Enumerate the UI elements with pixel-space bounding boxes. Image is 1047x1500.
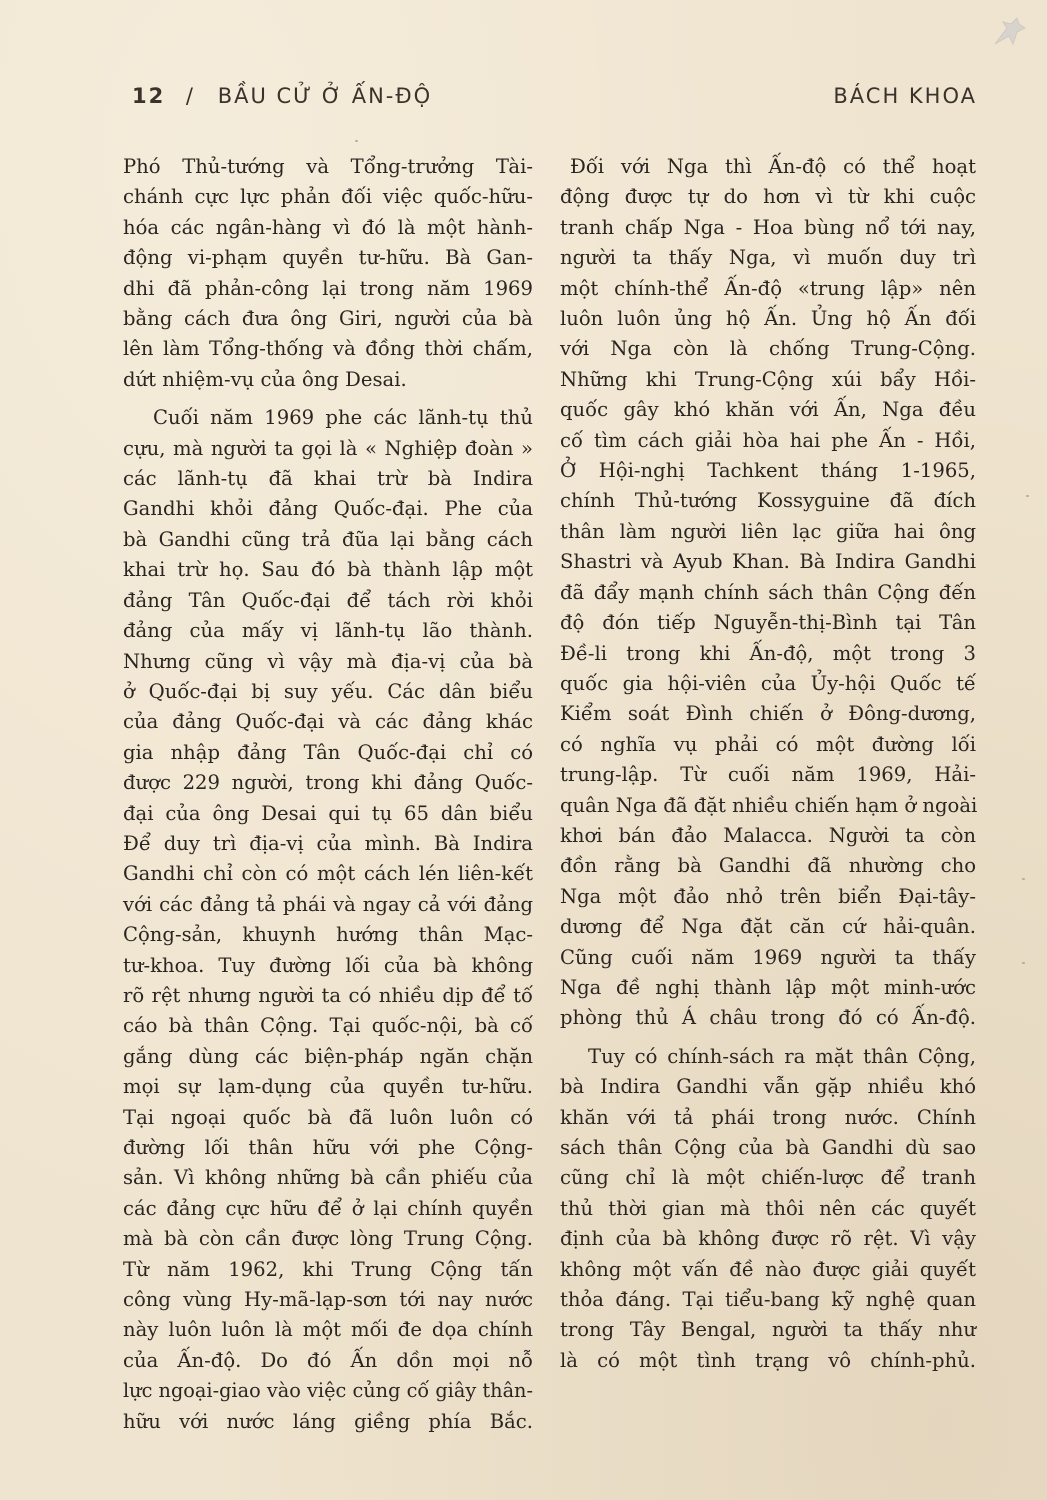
- text-line: là có một tình trạng vô chính-phủ.: [560, 1348, 976, 1372]
- text-line: Đề-li trong khi Ấn-độ, một trong 3: [560, 641, 976, 665]
- corner-stamp-icon: [989, 14, 1029, 54]
- text-line: dương để Nga đặt căn cứ hải-quân.: [560, 915, 976, 939]
- text-line: bằng cách đưa ông Giri, người của bà: [123, 307, 533, 331]
- text-line: hóa các ngân-hàng vì đó là một hành-: [123, 215, 533, 239]
- text-line: trong Tây Bengal, người ta thấy như: [560, 1318, 976, 1342]
- header-left: [132, 84, 432, 108]
- text-line: sách thân Cộng của bà Gandhi dù sao: [560, 1136, 976, 1159]
- text-line: các đảng cực hữu để ở lại chính quyền: [123, 1196, 533, 1220]
- text-line: công vùng Hy-mã-lạp-sơn tới nay nước: [123, 1288, 533, 1312]
- text-line: quốc gây khó khăn với Ấn, Nga đều: [560, 398, 976, 422]
- text-line: cũng chỉ là một chiến-lược để tranh: [560, 1166, 976, 1190]
- magazine-name: BÁCH KHOA: [833, 84, 977, 108]
- text-line: Nga đề nghị thành lập một minh-ước: [560, 975, 976, 999]
- text-line: đảng Tân Quốc-đại để tách rời khỏi: [123, 588, 533, 612]
- text-line: Shastri và Ayub Khan. Bà Indira Gandhi: [560, 550, 976, 574]
- article-title: BẦU CỬ Ở ẤN-ĐỘ: [217, 84, 433, 108]
- text-line: Từ năm 1962, khi Trung Cộng tấn: [123, 1257, 533, 1281]
- text-line: Cộng-sản, khuynh hướng thân Mạc-: [123, 923, 533, 947]
- text-line: chánh cực lực phản đối việc quốc-hữu-: [123, 185, 533, 209]
- paragraph: [560, 152, 976, 1034]
- text-line: định của bà không được rõ rệt. Vì vậy: [560, 1227, 976, 1251]
- running-header: [132, 84, 977, 118]
- text-line: đã đẩy mạnh chính sách thân Cộng đến: [560, 580, 976, 604]
- page-number: 12: [132, 84, 166, 108]
- text-line: Tại ngoại quốc bà đã luôn luôn có: [123, 1105, 533, 1129]
- text-line: thân làm người liên lạc giữa hai ông: [560, 519, 976, 543]
- text-line: Nhưng cũng vì vậy mà địa-vị của bà: [123, 649, 533, 673]
- paper-speck: [1022, 962, 1025, 964]
- text-line: thỏa đáng. Tại tiểu-bang kỹ nghệ quan: [560, 1288, 976, 1312]
- text-line: dhi đã phản-công lại trong năm 1969: [123, 276, 533, 300]
- text-line: với các đảng tả phái và ngay cả với đảng: [123, 892, 533, 916]
- text-line: mọi sự lạm-dụng của quyền tư-hữu.: [123, 1075, 533, 1099]
- text-line: Đối với Nga thì Ấn-độ có thể hoạt: [570, 155, 976, 178]
- text-line: gắng dùng các biện-pháp ngăn chặn: [123, 1044, 533, 1068]
- text-line: gia nhập đảng Tân Quốc-đại chỉ có: [123, 740, 533, 764]
- text-line: quốc gia hội-viên của Ủy-hội Quốc tế: [560, 671, 976, 695]
- text-line: Cuối năm 1969 phe các lãnh-tụ thủ: [153, 406, 533, 430]
- text-line: Kiểm soát Đình chiến ở Đông-dương,: [560, 702, 976, 726]
- text-line: quân Nga đã đặt nhiều chiến hạm ở ngoài: [560, 793, 978, 817]
- text-line: mà bà còn cần được lòng Trung Cộng.: [123, 1227, 533, 1251]
- text-line: đảng của mấy vị lãnh-tụ lão thành.: [123, 619, 533, 643]
- text-line: cố tìm cách giải hòa hai phe Ấn - Hồi,: [560, 428, 976, 452]
- text-line: dứt nhiệm-vụ của ông Desai.: [123, 367, 407, 391]
- paper-speck: [355, 140, 358, 142]
- left-column: [123, 152, 533, 1445]
- text-line: Những khi Trung-Cộng xúi bẩy Hồi-: [560, 367, 976, 391]
- right-column: [560, 152, 976, 1384]
- text-line: Gandhi khỏi đảng Quốc-đại. Phe của: [123, 497, 533, 521]
- text-line: Ở Hội-nghị Tachkent tháng 1-1965,: [560, 459, 976, 483]
- text-line: hữu với nước láng giềng phía Bắc.: [123, 1409, 533, 1433]
- text-line: độ đón tiếp Nguyễn-thị-Bình tại Tân: [560, 611, 976, 635]
- text-line: bà Indira Gandhi vẫn gặp nhiều khó: [560, 1075, 976, 1099]
- text-line: các lãnh-tụ đã khai trừ bà Indira: [123, 467, 533, 491]
- text-line: bà Gandhi cũng trả đũa lại bằng cách: [123, 527, 533, 551]
- text-line: sản. Vì không những bà cần phiếu của: [123, 1166, 533, 1190]
- text-line: người ta thấy Nga, vì muốn duy trì: [560, 246, 976, 270]
- text-line: với Nga còn là chống Trung-Cộng.: [560, 337, 976, 361]
- paragraph: [560, 1042, 976, 1376]
- text-line: động được tự do hơn vì từ khi cuộc: [560, 185, 976, 209]
- text-line: cáo bà thân Cộng. Tại quốc-nội, bà cố: [123, 1014, 533, 1038]
- text-line: Tuy có chính-sách ra mặt thân Cộng,: [588, 1044, 976, 1068]
- paragraph: [123, 403, 533, 1437]
- header-separator: /: [185, 84, 195, 108]
- text-line: này luôn luôn là một mối đe dọa chính: [123, 1318, 533, 1342]
- text-line: khai trừ họ. Sau đó bà thành lập một: [123, 558, 533, 582]
- text-line: chính Thủ-tướng Kossyguine đã đích: [560, 489, 976, 513]
- text-line: Nga một đảo nhỏ trên biển Đại-tây-: [560, 884, 976, 908]
- text-line: trung-lập. Từ cuối năm 1969, Hải-: [560, 763, 976, 787]
- text-line: Để duy trì địa-vị của mình. Bà Indira: [123, 831, 533, 855]
- text-line: của Ấn-độ. Do đó Ấn dồn mọi nỗ: [123, 1348, 533, 1372]
- text-line: được 229 người, trong khi đảng Quốc-: [123, 771, 533, 795]
- text-line: động vi-phạm quyền tư-hữu. Bà Gan-: [123, 246, 533, 270]
- paper-speck: [1022, 878, 1025, 880]
- text-line: thủ thời gian mà thôi nên các quyết: [560, 1196, 976, 1220]
- text-line: Phó Thủ-tướng và Tổng-trưởng Tài-: [123, 155, 533, 178]
- text-line: luôn luôn ủng hộ Ấn. Ủng hộ Ấn đối: [560, 307, 976, 331]
- text-line: cựu, mà người ta gọi là « Nghiệp đoàn »: [123, 436, 533, 460]
- paper-speck: [1026, 495, 1029, 497]
- text-line: tư-khoa. Tuy đường lối của bà không: [123, 953, 533, 977]
- text-line: có nghĩa vụ phải có một đường lối: [560, 732, 976, 756]
- text-line: đồn rằng bà Gandhi đã nhường cho: [560, 854, 976, 878]
- paragraph: [123, 152, 533, 395]
- text-line: của đảng Quốc-đại và các đảng khác: [123, 710, 533, 734]
- text-line: một chính-thể Ấn-độ «trung lập» nên: [560, 276, 976, 300]
- text-line: lên làm Tổng-thống và đồng thời chấm,: [123, 337, 533, 361]
- text-line: Cũng cuối năm 1969 người ta thấy: [560, 945, 976, 969]
- text-line: không một vấn đề nào được giải quyết: [560, 1257, 976, 1281]
- text-line: khăn với tả phái trong nước. Chính: [560, 1105, 976, 1129]
- text-line: ở Quốc-đại bị suy yếu. Các dân biểu: [123, 679, 533, 703]
- text-line: tranh chấp Nga - Hoa bùng nổ tới nay,: [560, 215, 976, 239]
- text-line: Gandhi chỉ còn có một cách lén liên-kết: [123, 862, 533, 886]
- text-line: đại của ông Desai qui tụ 65 dân biểu: [123, 801, 533, 825]
- text-line: phòng thủ Á châu trong đó có Ấn-độ.: [560, 1006, 976, 1030]
- text-line: lực ngoại-giao vào việc củng cố giây thân-: [123, 1379, 533, 1403]
- text-line: đường lối thân hữu với phe Cộng-: [123, 1136, 533, 1159]
- text-line: rõ rệt nhưng người ta có nhiều dịp để tố: [123, 983, 533, 1007]
- text-line: khơi bán đảo Malacca. Người ta còn: [560, 823, 976, 847]
